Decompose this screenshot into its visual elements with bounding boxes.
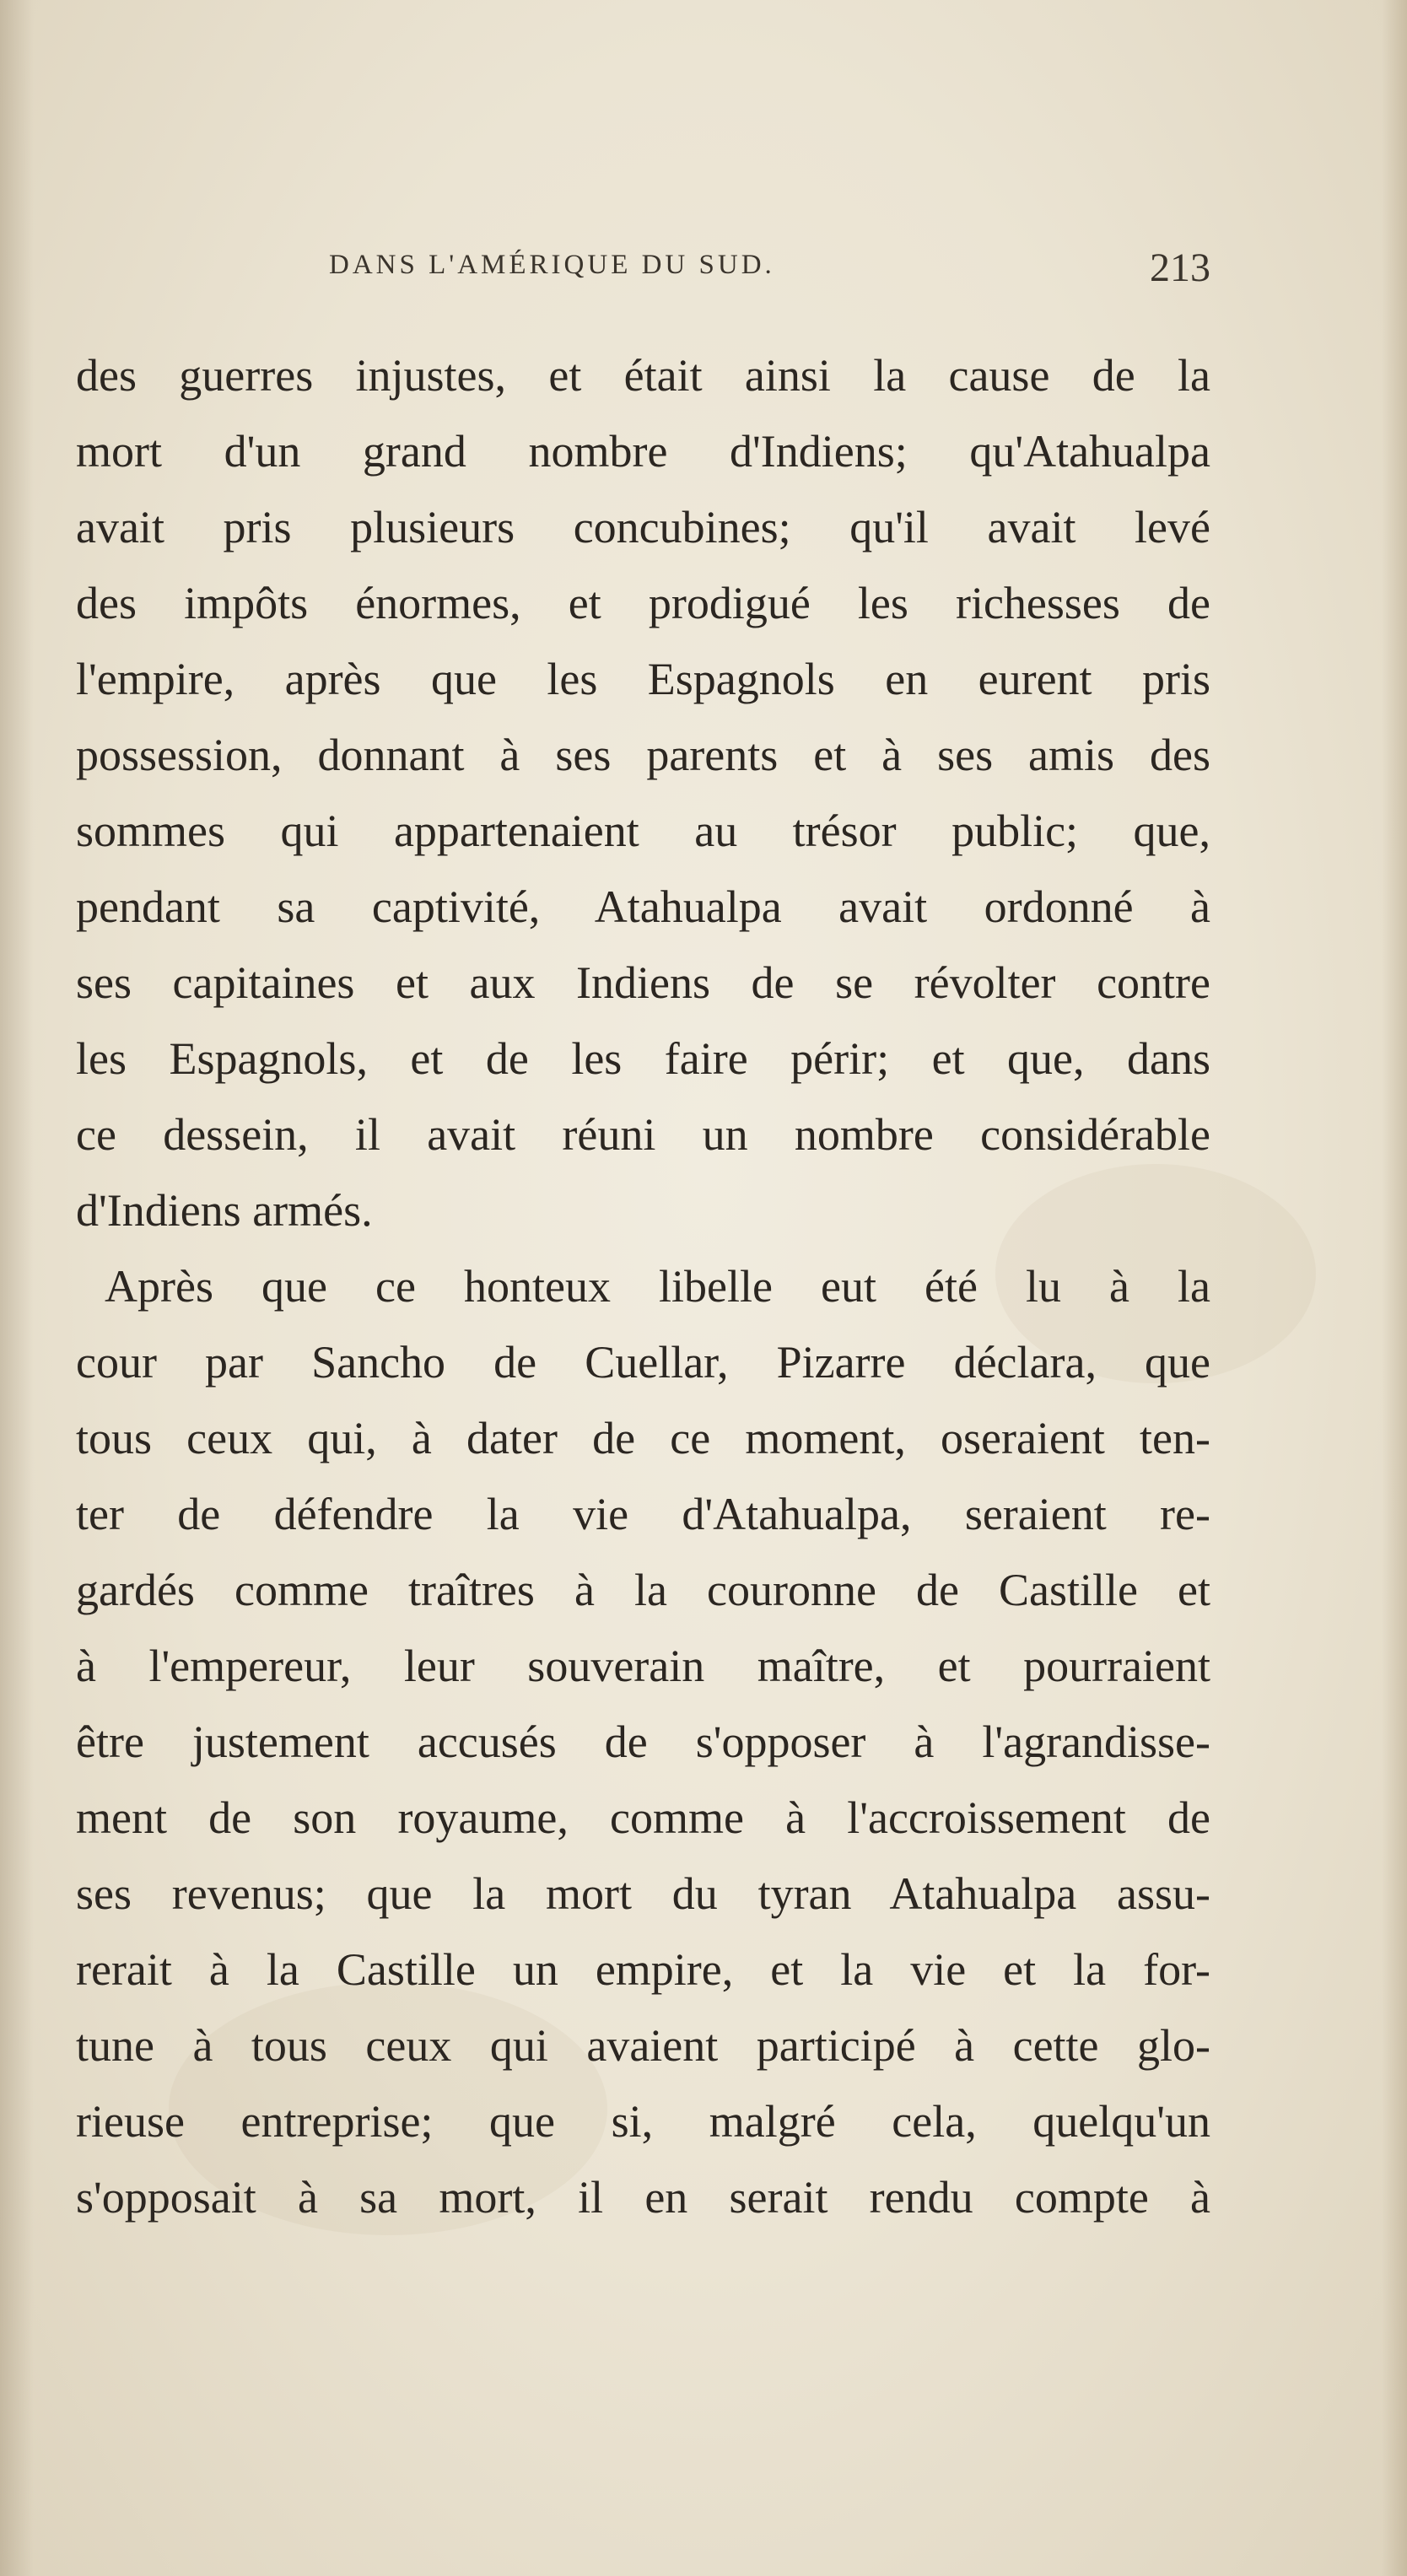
page-number: 213 bbox=[1150, 245, 1210, 290]
text-line: d'Indiens armés. bbox=[76, 1185, 373, 1236]
running-head: DANS L'AMÉRIQUE DU SUD. bbox=[329, 250, 775, 280]
text-line: gardés comme traîtres à la couronne de Castille et bbox=[76, 1565, 1210, 1615]
page-header bbox=[76, 245, 1210, 295]
text-line: ses capitaines et aux Indiens de se révolter contre bbox=[76, 957, 1210, 1008]
text-line: l'empire, après que les Espagnols en eurent pris bbox=[76, 654, 1210, 704]
text-line: ment de son royaume, comme à l'accroissement de bbox=[76, 1792, 1210, 1843]
text-line: ses revenus; que la mort du tyran Atahualpa assu- bbox=[76, 1868, 1210, 1919]
text-line: avait pris plusieurs concubines; qu'il avait levé bbox=[76, 502, 1210, 552]
text-line: pendant sa captivité, Atahualpa avait ordonné à bbox=[76, 881, 1210, 932]
text-line: cour par Sancho de Cuellar, Pizarre déclara, que bbox=[76, 1337, 1210, 1388]
text-line: sommes qui appartenaient au trésor public; que, bbox=[76, 806, 1210, 856]
text-line: rieuse entreprise; que si, malgré cela, quelqu'un bbox=[76, 2096, 1210, 2147]
text-line: tune à tous ceux qui avaient participé à cette glo- bbox=[76, 2020, 1210, 2071]
text-line: des guerres injustes, et était ainsi la cause de la bbox=[76, 350, 1210, 401]
text-line: des impôts énormes, et prodigué les richesses de bbox=[76, 578, 1210, 628]
text-line: tous ceux qui, à dater de ce moment, oseraient ten- bbox=[76, 1413, 1210, 1463]
body-text bbox=[76, 337, 1210, 2235]
text-line: ce dessein, il avait réuni un nombre considérable bbox=[76, 1109, 1210, 1160]
text-line: ter de défendre la vie d'Atahualpa, seraient re- bbox=[76, 1489, 1210, 1539]
gutter-shadow bbox=[0, 0, 34, 2576]
text-line: les Espagnols, et de les faire périr; et que, dans bbox=[76, 1033, 1210, 1084]
text-line: à l'empereur, leur souverain maître, et pourraient bbox=[76, 1641, 1210, 1691]
text-line: mort d'un grand nombre d'Indiens; qu'Atahualpa bbox=[76, 426, 1210, 477]
text-line: s'opposait à sa mort, il en serait rendu compte à bbox=[76, 2172, 1210, 2223]
text-line: Après que ce honteux libelle eut été lu à la bbox=[105, 1261, 1210, 1312]
text-line: possession, donnant à ses parents et à ses amis des bbox=[76, 730, 1210, 780]
page-edge-shading bbox=[1382, 0, 1407, 2576]
text-line: rerait à la Castille un empire, et la vie et la for- bbox=[76, 1944, 1210, 1995]
text-line: être justement accusés de s'opposer à l'agrandisse- bbox=[76, 1716, 1210, 1767]
